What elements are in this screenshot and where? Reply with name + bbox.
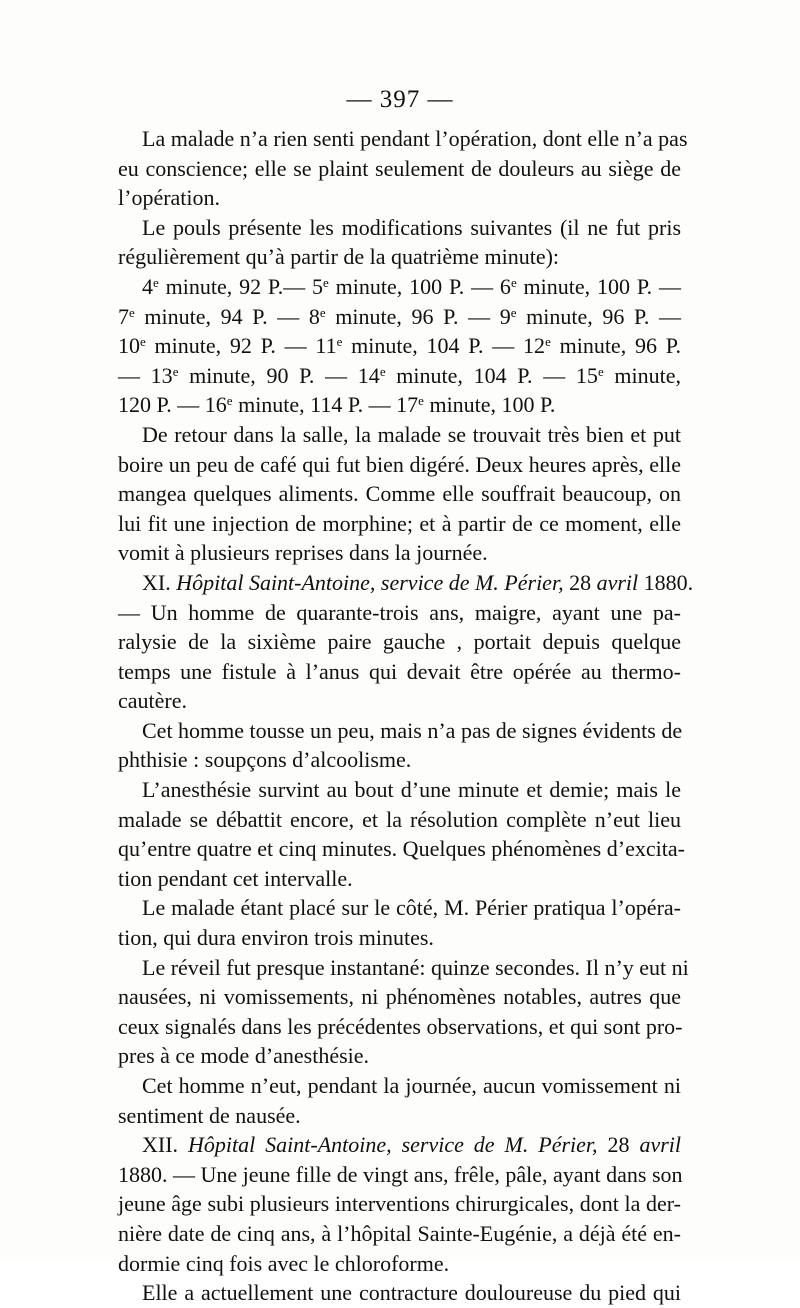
text-line [118,1189,681,1219]
text-run: Le malade étant placé sur le côté, M. Périer pratiqua l’opéra- [142,895,681,921]
text-run: l’opération. [118,185,221,211]
text-run: — Un homme de quarante-trois ans, maigre, ayant une pa- [118,599,681,625]
text-line [118,1012,681,1042]
text-run: 1880. — Une jeune fille de vingt ans, frêle, pâle, ayant dans son [118,1161,683,1187]
text-run: lui fit une injection de morphine; et à partir de ce moment, elle [118,510,681,536]
text-run: Le réveil fut presque instantané: quinze secondes. Il n’y eut ni [142,954,689,980]
text-line [118,450,681,480]
text-run: tion, qui dura environ trois minutes. [118,925,434,951]
superscript: e [140,334,146,350]
text-run: Cet homme tousse un peu, mais n’a pas de signes évidents de [142,717,683,743]
text-line [118,1249,681,1279]
superscript: e [379,363,386,379]
text-line [118,242,681,272]
text-line [118,923,681,953]
italic-text: avril [639,1132,681,1158]
text-line [118,509,681,539]
text-run: minute, 94 P. — 8 [134,303,320,329]
italic-text: Hôpital Saint-Antoine, service de M. Périer, [187,1132,598,1158]
text-run: La malade n’a rien senti pendant l’opération, dont elle n’a pas [142,126,688,151]
text-line [118,598,681,628]
text-run: minute, 92 P.— 5 [158,273,324,299]
page-number: — 397 — [346,86,454,113]
text-line [118,479,681,509]
text-line [118,183,681,213]
body-text [118,124,694,1308]
text-line [118,686,681,716]
text-run: phthisie : soupçons d’alcoolisme. [118,747,412,773]
text-run: nière date de cinq ans, à l’hôpital Sainte-Eugénie, a déjà été en- [118,1220,681,1246]
text-line [118,716,681,746]
superscript: e [545,334,551,350]
text-run: minute, 100 P. [423,392,556,418]
text-run: minute, 100 P. — [516,273,681,299]
text-run: 10 [118,333,140,359]
text-line [118,361,681,391]
text-run: régulièrement qu’à partir de la quatrième minute): [118,244,560,270]
text-run: ceux signalés dans les précédentes observations, et qui sont pro- [118,1013,683,1039]
text-line [118,213,681,243]
text-run: minute, 104 P. — 15 [385,362,598,388]
text-line [118,154,681,184]
text-run: sentiment de nausée. [118,1102,301,1128]
text-line [118,864,681,894]
text-run: mangea quelques aliments. Comme elle souffrait beaucoup, on [118,481,681,507]
text-run: minute, [603,362,682,388]
text-line [118,1160,681,1190]
text-run: De retour dans la salle, la malade se trouvait très bien et put [142,421,681,447]
text-line [118,893,681,923]
text-run: vomit à plusieurs reprises dans la journée. [118,540,488,566]
text-run: Elle a actuellement une contracture douloureuse du pied qui [142,1280,681,1306]
text-run: minute, 92 P. — 11 [145,333,337,359]
text-line [118,1101,681,1131]
text-run: minute, 100 P. — 6 [328,273,511,299]
text-line [118,775,681,805]
text-run: qu’entre quatre et cinq minutes. Quelques phénomènes d’excita- [118,836,685,862]
text-line [118,124,688,154]
superscript: e [226,393,233,409]
text-run: nausées, ni vomissements, ni phénomènes notables, autres que [118,984,681,1010]
text-run: minute, 96 P. — [516,303,681,329]
text-run: 28 [563,569,597,595]
text-line [118,982,681,1012]
text-run: 4 [142,273,153,299]
text-line [118,834,685,864]
text-line [118,272,681,302]
text-run: Le pouls présente les modifications suivantes (il ne fut pris [142,214,681,240]
text-run: tion pendant cet intervalle. [118,865,353,891]
text-line [118,805,681,835]
text-run: — 13 [118,362,173,388]
text-line [118,1219,681,1249]
text-run: minute, 96 P. [550,333,681,359]
text-run: 1880. [638,569,694,595]
text-line [118,390,681,420]
italic-text: Hôpital Saint-Antoine, service de M. Périer, [176,569,564,595]
superscript: e [336,334,343,350]
text-run: pres à ce mode d’anesthésie. [118,1043,370,1069]
text-run: temps une fistule à l’anus qui devait être opérée au thermo- [118,658,681,684]
text-run: XI. [142,569,177,595]
text-line [118,538,681,568]
text-run: dormie cinq fois avec le chloroforme. [118,1250,450,1276]
text-line [118,953,689,983]
text-run: ralysie de la sixième paire gauche , portait depuis quelque [118,629,681,655]
text-run: minute, 104 P. — 12 [342,333,546,359]
text-run: minute, 96 P. — 9 [325,303,511,329]
text-line [118,568,694,598]
superscript: e [510,274,517,290]
superscript: e [129,304,135,320]
italic-text: avril [596,569,639,595]
text-run: cautère. [118,688,187,714]
text-run: jeune âge subi plusieurs interventions chirurgicales, dont la der- [118,1191,681,1217]
text-line [118,420,681,450]
superscript: e [153,274,159,290]
text-run: malade se débattit encore, et la résolution complète n’eut lieu [118,806,681,832]
superscript: e [597,363,604,379]
text-line [118,331,681,361]
text-run: XII. [142,1132,188,1158]
text-line [118,302,681,332]
superscript: e [172,363,179,379]
superscript: e [418,393,424,409]
text-run: eu conscience; elle se plaint seulement de douleurs au siège de [118,155,681,181]
text-line [118,745,681,775]
text-run: minute, 114 P. — 17 [232,392,419,418]
text-run: 120 P. — 16 [118,392,227,418]
text-line [118,657,681,687]
superscript: e [319,304,326,320]
superscript: e [323,274,329,290]
text-line [118,1130,681,1160]
text-line [118,1041,681,1071]
superscript: e [510,304,517,320]
text-run: 7 [118,303,129,329]
text-line [118,1278,681,1308]
text-run: L’anesthésie survint au bout d’une minute et demie; mais le [142,777,681,803]
text-run: minute, 90 P. — 14 [178,362,380,388]
text-line [118,627,681,657]
text-run: boire un peu de café qui fut bien digéré. Deux heures après, elle [118,451,681,477]
text-run: 28 [597,1132,640,1158]
text-run: Cet homme n’eut, pendant la journée, aucun vomissement ni [142,1073,681,1098]
text-line [118,1071,681,1101]
